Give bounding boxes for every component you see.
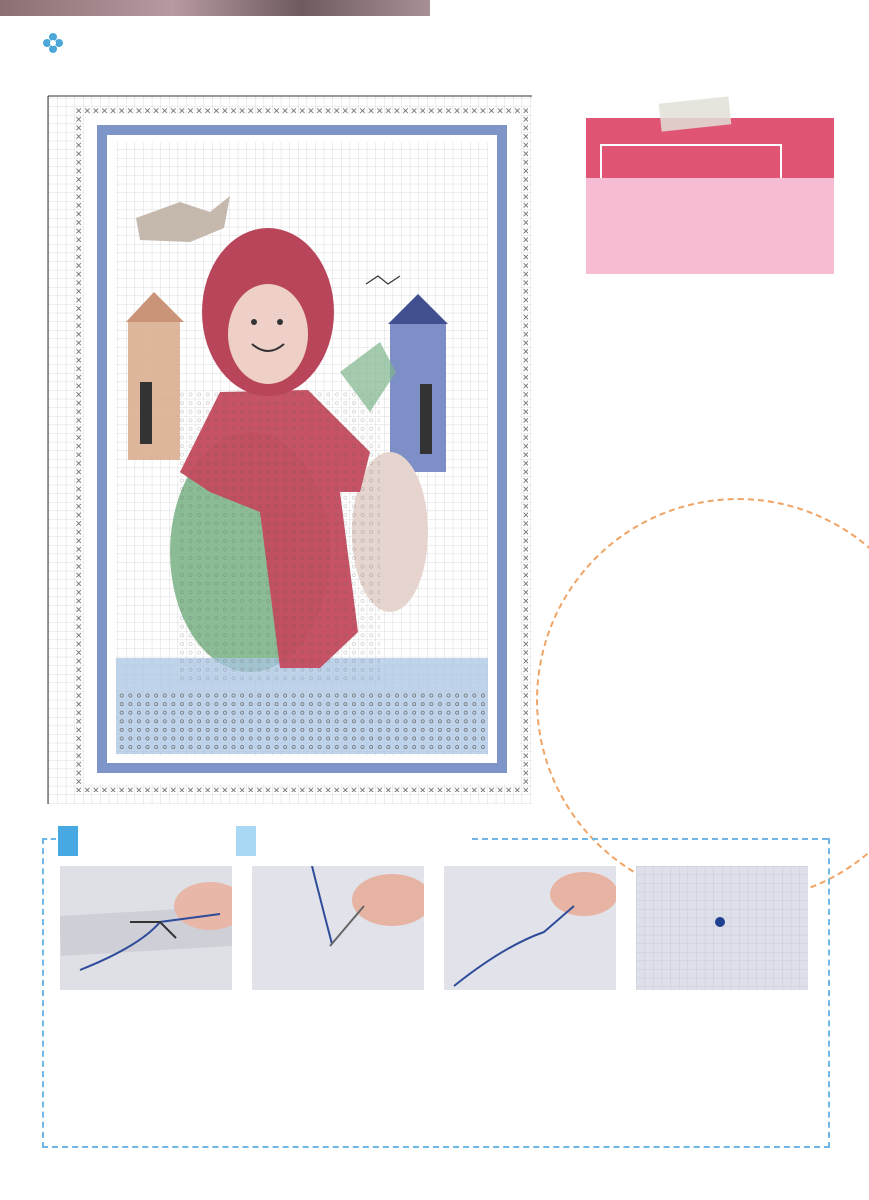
cross-stitch-chart bbox=[40, 72, 532, 804]
step-photo-4 bbox=[636, 866, 808, 990]
section-title bbox=[42, 32, 70, 54]
top-photo-strip bbox=[0, 0, 430, 16]
step-photo-3 bbox=[444, 866, 616, 990]
face bbox=[228, 284, 308, 384]
french-knots-tab bbox=[236, 826, 256, 856]
tip-arc-title bbox=[560, 500, 820, 700]
house-right bbox=[390, 322, 446, 472]
write-to-us-box bbox=[586, 118, 834, 274]
flower-icon bbox=[42, 32, 64, 54]
step-photo-2 bbox=[252, 866, 424, 990]
step-photo-1 bbox=[60, 866, 232, 990]
write-to-us-title bbox=[600, 144, 782, 178]
chart-svg bbox=[40, 72, 532, 804]
step-by-step-tab bbox=[58, 826, 78, 856]
house-left bbox=[128, 320, 180, 460]
